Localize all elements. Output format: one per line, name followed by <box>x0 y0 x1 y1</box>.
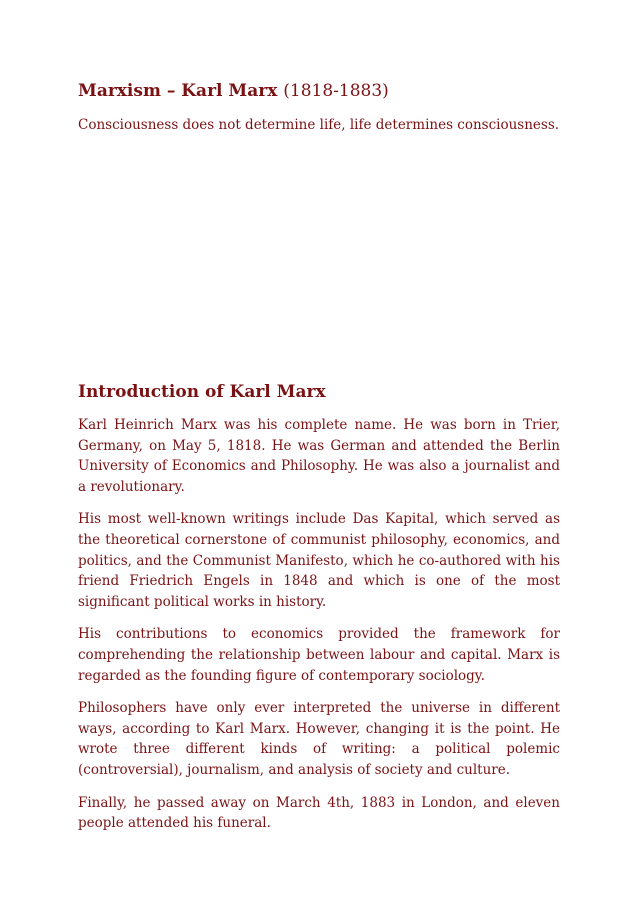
paragraph-economics: His contributions to economics provided the framework for comprehending the relationship between labour and capital. Marx is regarded as the founding figure of contemporary sociology. <box>78 626 560 684</box>
paragraph-birth: Karl Heinrich Marx was his complete name. He was born in Trier, Germany, on May 5, 1818. He was German and attended the Berlin University of Economics and Philosophy. He was also a journalist and a revolutionary. <box>78 417 560 495</box>
quote-text: Consciousness does not determine life, life determines consciousness. <box>78 117 560 133</box>
paragraph-writings: His most well-known writings include Das Kapital, which served as the theoretical cornerstone of communist philosophy, economics, and politics, and the Communist Manifesto, which he co-authored with his friend Friedrich Engels in 1848 and which is one of the most significant political works in history. <box>78 511 560 610</box>
paragraph-philosophy: Philosophers have only ever interpreted the universe in different ways, according to Karl Marx. However, changing it is the point. He wrote three different kinds of writing: a political polemic (controversial), journalism, and analysis of society and culture. <box>78 700 560 778</box>
paragraph-death: Finally, he passed away on March 4th, 1883 in London, and eleven people attended his funeral. <box>78 794 560 832</box>
title-main: Marxism – Karl Marx <box>78 81 278 101</box>
body-text <box>78 415 560 846</box>
section-heading: Introduction of Karl Marx <box>78 382 326 402</box>
title-years: (1818-1883) <box>283 81 389 101</box>
page-title <box>78 79 389 103</box>
